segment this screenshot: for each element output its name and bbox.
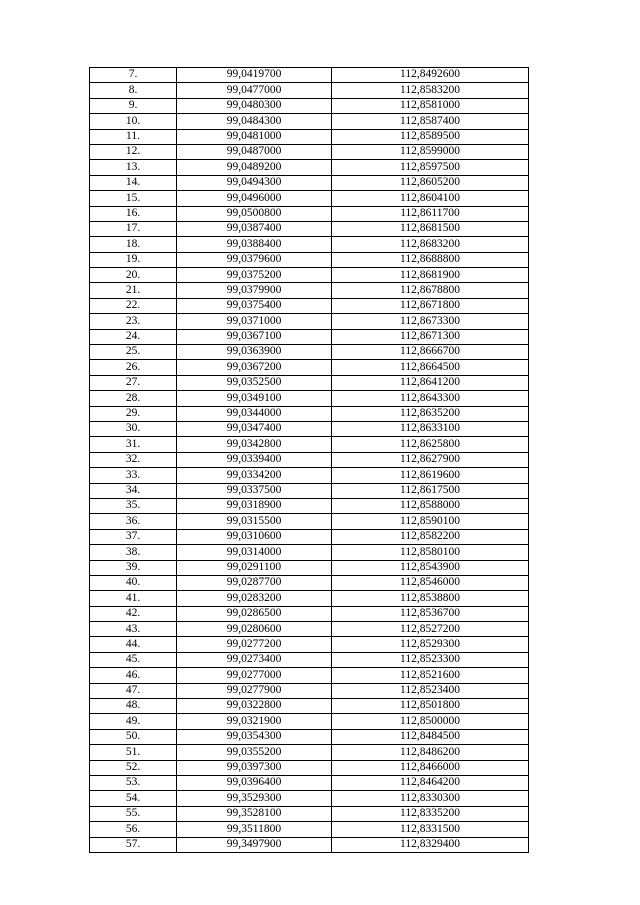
table-row — [90, 560, 529, 575]
y-coordinate-cell: 112,8590100 — [332, 514, 529, 529]
row-number-cell: 32. — [90, 452, 177, 467]
row-number-cell: 30. — [90, 421, 177, 436]
x-coordinate-cell: 99,0480300 — [177, 98, 332, 113]
y-coordinate-cell: 112,8582200 — [332, 529, 529, 544]
x-coordinate-cell: 99,3497900 — [177, 837, 332, 852]
row-number-cell: 24. — [90, 329, 177, 344]
x-coordinate-cell: 99,3528100 — [177, 806, 332, 821]
y-coordinate-cell: 112,8580100 — [332, 545, 529, 560]
table-row — [90, 237, 529, 252]
x-coordinate-cell: 99,3529300 — [177, 791, 332, 806]
row-number-cell: 45. — [90, 652, 177, 667]
row-number-cell: 13. — [90, 160, 177, 175]
row-number-cell: 23. — [90, 314, 177, 329]
table-row — [90, 345, 529, 360]
x-coordinate-cell: 99,0315500 — [177, 514, 332, 529]
table-row — [90, 175, 529, 190]
x-coordinate-cell: 99,0419700 — [177, 68, 332, 83]
row-number-cell: 49. — [90, 714, 177, 729]
y-coordinate-cell: 112,8581000 — [332, 98, 529, 113]
row-number-cell: 38. — [90, 545, 177, 560]
x-coordinate-cell: 99,0287700 — [177, 575, 332, 590]
row-number-cell: 31. — [90, 437, 177, 452]
y-coordinate-cell: 112,8523400 — [332, 683, 529, 698]
x-coordinate-cell: 99,0339400 — [177, 452, 332, 467]
row-number-cell: 37. — [90, 529, 177, 544]
x-coordinate-cell: 99,0310600 — [177, 529, 332, 544]
y-coordinate-cell: 112,8688800 — [332, 252, 529, 267]
table-row — [90, 391, 529, 406]
y-coordinate-cell: 112,8633100 — [332, 421, 529, 436]
table-row — [90, 221, 529, 236]
table-row — [90, 98, 529, 113]
x-coordinate-cell: 99,0277900 — [177, 683, 332, 698]
table-row — [90, 668, 529, 683]
row-number-cell: 57. — [90, 837, 177, 852]
row-number-cell: 42. — [90, 606, 177, 621]
table-row — [90, 575, 529, 590]
x-coordinate-cell: 99,0397300 — [177, 760, 332, 775]
row-number-cell: 27. — [90, 375, 177, 390]
y-coordinate-cell: 112,8529300 — [332, 637, 529, 652]
row-number-cell: 44. — [90, 637, 177, 652]
y-coordinate-cell: 112,8681500 — [332, 221, 529, 236]
table-row — [90, 514, 529, 529]
row-number-cell: 41. — [90, 591, 177, 606]
y-coordinate-cell: 112,8666700 — [332, 345, 529, 360]
table-row — [90, 714, 529, 729]
row-number-cell: 55. — [90, 806, 177, 821]
table-row — [90, 375, 529, 390]
table-row — [90, 268, 529, 283]
row-number-cell: 50. — [90, 729, 177, 744]
table-row — [90, 329, 529, 344]
table-row — [90, 699, 529, 714]
y-coordinate-cell: 112,8546000 — [332, 575, 529, 590]
table-row — [90, 83, 529, 98]
row-number-cell: 19. — [90, 252, 177, 267]
y-coordinate-cell: 112,8671300 — [332, 329, 529, 344]
y-coordinate-cell: 112,8673300 — [332, 314, 529, 329]
y-coordinate-cell: 112,8683200 — [332, 237, 529, 252]
x-coordinate-cell: 99,0354300 — [177, 729, 332, 744]
y-coordinate-cell: 112,8619600 — [332, 468, 529, 483]
table-row — [90, 837, 529, 852]
x-coordinate-cell: 99,0286500 — [177, 606, 332, 621]
x-coordinate-cell: 99,0371000 — [177, 314, 332, 329]
row-number-cell: 28. — [90, 391, 177, 406]
y-coordinate-cell: 112,8492600 — [332, 68, 529, 83]
table-row — [90, 68, 529, 83]
y-coordinate-cell: 112,8611700 — [332, 206, 529, 221]
row-number-cell: 40. — [90, 575, 177, 590]
x-coordinate-cell: 99,0314000 — [177, 545, 332, 560]
x-coordinate-cell: 99,0349100 — [177, 391, 332, 406]
y-coordinate-cell: 112,8617500 — [332, 483, 529, 498]
x-coordinate-cell: 99,0283200 — [177, 591, 332, 606]
row-number-cell: 15. — [90, 191, 177, 206]
row-number-cell: 48. — [90, 699, 177, 714]
x-coordinate-cell: 99,0500800 — [177, 206, 332, 221]
row-number-cell: 33. — [90, 468, 177, 483]
row-number-cell: 16. — [90, 206, 177, 221]
table-row — [90, 468, 529, 483]
x-coordinate-cell: 99,0337500 — [177, 483, 332, 498]
table-row — [90, 729, 529, 744]
y-coordinate-cell: 112,8643300 — [332, 391, 529, 406]
table-row — [90, 483, 529, 498]
row-number-cell: 39. — [90, 560, 177, 575]
y-coordinate-cell: 112,8625800 — [332, 437, 529, 452]
y-coordinate-cell: 112,8330300 — [332, 791, 529, 806]
table-row — [90, 437, 529, 452]
x-coordinate-cell: 99,0481000 — [177, 129, 332, 144]
x-coordinate-cell: 99,0396400 — [177, 775, 332, 790]
row-number-cell: 43. — [90, 622, 177, 637]
table-row — [90, 652, 529, 667]
table-row — [90, 360, 529, 375]
row-number-cell: 36. — [90, 514, 177, 529]
y-coordinate-cell: 112,8583200 — [332, 83, 529, 98]
x-coordinate-cell: 99,0342800 — [177, 437, 332, 452]
table-row — [90, 144, 529, 159]
table-row — [90, 283, 529, 298]
y-coordinate-cell: 112,8605200 — [332, 175, 529, 190]
row-number-cell: 22. — [90, 298, 177, 313]
row-number-cell: 54. — [90, 791, 177, 806]
table-row — [90, 191, 529, 206]
x-coordinate-cell: 99,0322800 — [177, 699, 332, 714]
y-coordinate-cell: 112,8329400 — [332, 837, 529, 852]
x-coordinate-cell: 99,0334200 — [177, 468, 332, 483]
y-coordinate-cell: 112,8331500 — [332, 822, 529, 837]
y-coordinate-cell: 112,8597500 — [332, 160, 529, 175]
y-coordinate-cell: 112,8543900 — [332, 560, 529, 575]
y-coordinate-cell: 112,8587400 — [332, 114, 529, 129]
row-number-cell: 29. — [90, 406, 177, 421]
x-coordinate-cell: 99,3511800 — [177, 822, 332, 837]
table-row — [90, 421, 529, 436]
table-row — [90, 760, 529, 775]
x-coordinate-cell: 99,0352500 — [177, 375, 332, 390]
row-number-cell: 10. — [90, 114, 177, 129]
row-number-cell: 25. — [90, 345, 177, 360]
x-coordinate-cell: 99,0355200 — [177, 745, 332, 760]
row-number-cell: 18. — [90, 237, 177, 252]
x-coordinate-cell: 99,0494300 — [177, 175, 332, 190]
y-coordinate-cell: 112,8538800 — [332, 591, 529, 606]
row-number-cell: 8. — [90, 83, 177, 98]
table-row — [90, 129, 529, 144]
y-coordinate-cell: 112,8501800 — [332, 699, 529, 714]
x-coordinate-cell: 99,0291100 — [177, 560, 332, 575]
y-coordinate-cell: 112,8335200 — [332, 806, 529, 821]
y-coordinate-cell: 112,8604100 — [332, 191, 529, 206]
table-row — [90, 637, 529, 652]
y-coordinate-cell: 112,8588000 — [332, 498, 529, 513]
x-coordinate-cell: 99,0375400 — [177, 298, 332, 313]
row-number-cell: 20. — [90, 268, 177, 283]
table-row — [90, 606, 529, 621]
row-number-cell: 47. — [90, 683, 177, 698]
row-number-cell: 51. — [90, 745, 177, 760]
row-number-cell: 7. — [90, 68, 177, 83]
row-number-cell: 21. — [90, 283, 177, 298]
table-row — [90, 452, 529, 467]
table-row — [90, 529, 529, 544]
y-coordinate-cell: 112,8671800 — [332, 298, 529, 313]
table-row — [90, 775, 529, 790]
table-row — [90, 591, 529, 606]
row-number-cell: 17. — [90, 221, 177, 236]
y-coordinate-cell: 112,8678800 — [332, 283, 529, 298]
x-coordinate-cell: 99,0379900 — [177, 283, 332, 298]
table-row — [90, 745, 529, 760]
y-coordinate-cell: 112,8521600 — [332, 668, 529, 683]
row-number-cell: 56. — [90, 822, 177, 837]
table-row — [90, 806, 529, 821]
x-coordinate-cell: 99,0489200 — [177, 160, 332, 175]
x-coordinate-cell: 99,0277200 — [177, 637, 332, 652]
row-number-cell: 9. — [90, 98, 177, 113]
x-coordinate-cell: 99,0484300 — [177, 114, 332, 129]
x-coordinate-cell: 99,0344000 — [177, 406, 332, 421]
table-row — [90, 252, 529, 267]
coordinates-table-body — [90, 68, 529, 853]
table-row — [90, 314, 529, 329]
y-coordinate-cell: 112,8635200 — [332, 406, 529, 421]
x-coordinate-cell: 99,0496000 — [177, 191, 332, 206]
row-number-cell: 35. — [90, 498, 177, 513]
x-coordinate-cell: 99,0363900 — [177, 345, 332, 360]
row-number-cell: 46. — [90, 668, 177, 683]
table-row — [90, 822, 529, 837]
table-row — [90, 298, 529, 313]
row-number-cell: 14. — [90, 175, 177, 190]
y-coordinate-cell: 112,8589500 — [332, 129, 529, 144]
table-row — [90, 498, 529, 513]
y-coordinate-cell: 112,8523300 — [332, 652, 529, 667]
x-coordinate-cell: 99,0379600 — [177, 252, 332, 267]
table-row — [90, 406, 529, 421]
row-number-cell: 34. — [90, 483, 177, 498]
table-row — [90, 683, 529, 698]
x-coordinate-cell: 99,0318900 — [177, 498, 332, 513]
x-coordinate-cell: 99,0387400 — [177, 221, 332, 236]
x-coordinate-cell: 99,0280600 — [177, 622, 332, 637]
x-coordinate-cell: 99,0487000 — [177, 144, 332, 159]
x-coordinate-cell: 99,0477000 — [177, 83, 332, 98]
y-coordinate-cell: 112,8486200 — [332, 745, 529, 760]
y-coordinate-cell: 112,8500000 — [332, 714, 529, 729]
y-coordinate-cell: 112,8664500 — [332, 360, 529, 375]
y-coordinate-cell: 112,8464200 — [332, 775, 529, 790]
row-number-cell: 26. — [90, 360, 177, 375]
table-row — [90, 206, 529, 221]
x-coordinate-cell: 99,0388400 — [177, 237, 332, 252]
coordinates-table — [89, 67, 529, 853]
table-row — [90, 545, 529, 560]
row-number-cell: 52. — [90, 760, 177, 775]
x-coordinate-cell: 99,0277000 — [177, 668, 332, 683]
y-coordinate-cell: 112,8527200 — [332, 622, 529, 637]
row-number-cell: 12. — [90, 144, 177, 159]
table-row — [90, 114, 529, 129]
y-coordinate-cell: 112,8599000 — [332, 144, 529, 159]
y-coordinate-cell: 112,8627900 — [332, 452, 529, 467]
x-coordinate-cell: 99,0367100 — [177, 329, 332, 344]
table-row — [90, 791, 529, 806]
row-number-cell: 11. — [90, 129, 177, 144]
y-coordinate-cell: 112,8681900 — [332, 268, 529, 283]
table-row — [90, 160, 529, 175]
x-coordinate-cell: 99,0375200 — [177, 268, 332, 283]
x-coordinate-cell: 99,0367200 — [177, 360, 332, 375]
row-number-cell: 53. — [90, 775, 177, 790]
y-coordinate-cell: 112,8466000 — [332, 760, 529, 775]
y-coordinate-cell: 112,8641200 — [332, 375, 529, 390]
table-row — [90, 622, 529, 637]
y-coordinate-cell: 112,8484500 — [332, 729, 529, 744]
x-coordinate-cell: 99,0347400 — [177, 421, 332, 436]
x-coordinate-cell: 99,0321900 — [177, 714, 332, 729]
y-coordinate-cell: 112,8536700 — [332, 606, 529, 621]
x-coordinate-cell: 99,0273400 — [177, 652, 332, 667]
